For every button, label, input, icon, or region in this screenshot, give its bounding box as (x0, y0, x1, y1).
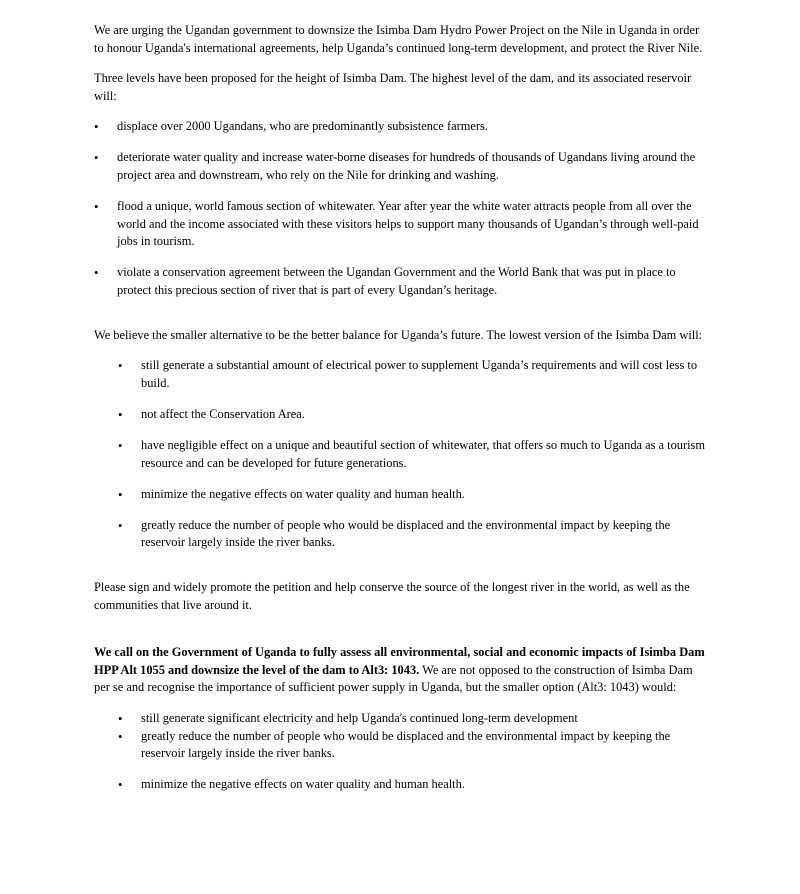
list-item: • minimize the negative effects on water quality and human health. (118, 776, 708, 794)
list-item: • displace over 2000 Ugandans, who are predominantly subsistence farmers. (94, 118, 708, 136)
lowest-version-intro: We believe the smaller alternative to be the better balance for Uganda’s future. The lowest version of the Isimba Dam will: (94, 327, 703, 342)
list-item: • greatly reduce the number of people who would be displaced and the environmental impact by keeping the reservoir largely inside the river banks. (118, 728, 708, 763)
call-bold-text: We call on the Government of Uganda to fully assess all environmental, social and economic impacts of Isimba Dam HPP Alt 1055 and downsize the level of the dam to Alt3: 1043. (94, 645, 705, 677)
list-item: • greatly reduce the number of people who would be displaced and the environmental impact by keeping the reservoir largely inside the river banks. (118, 517, 708, 552)
list-item: • not affect the Conservation Area. (118, 406, 708, 424)
intro-paragraph: We are urging the Ugandan government to downsize the Isimba Dam Hydro Power Project on the Nile in Uganda in order to honour Uganda's international agreements, help Uganda’s continued long-term development, and protect the River Nile. (94, 23, 703, 55)
list-item: • violate a conservation agreement between the Ugandan Government and the World Bank that was put in place to protect this precious section of river that is part of every Ugandan’s heritage. (94, 264, 708, 299)
list-item: • still generate a substantial amount of electrical power to supplement Uganda’s requirements and will cost less to build. (118, 357, 708, 392)
highest-level-list (94, 118, 708, 299)
list-item: • deteriorate water quality and increase water-borne diseases for hundreds of thousands of Ugandans living around the project area and downstream, who rely on the Nile for drinking and washing. (94, 149, 708, 184)
call-paragraph (94, 644, 708, 697)
smaller-option-list (118, 710, 708, 794)
petition-paragraph: Please sign and widely promote the petition and help conserve the source of the longest river in the world, as well as the communities that live around it. (94, 579, 690, 612)
call-text: We are not opposed to the construction of Isimba Dam per se and recognise the importance of sufficient power supply in Uganda, but the smaller option (Alt3: 1043) would: (94, 662, 693, 695)
list-item: • still generate significant electricity and help Uganda's continued long-term development (118, 710, 708, 728)
document-page (94, 22, 708, 794)
list-item: • have negligible effect on a unique and beautiful section of whitewater, that offers so much to Uganda as a tourism resource and can be developed for future generations. (118, 437, 708, 472)
lowest-version-list (118, 357, 708, 552)
list-item: • minimize the negative effects on water quality and human health. (118, 486, 708, 504)
highest-level-intro: Three levels have been proposed for the height of Isimba Dam. The highest level of the dam, and its associated reservoir will: (94, 71, 692, 103)
list-item: • flood a unique, world famous section of whitewater. Year after year the white water attracts people from all over the world and the income associated with these visitors helps to support many thousands of Ugandan’s through well-paid jobs in tourism. (94, 198, 708, 251)
